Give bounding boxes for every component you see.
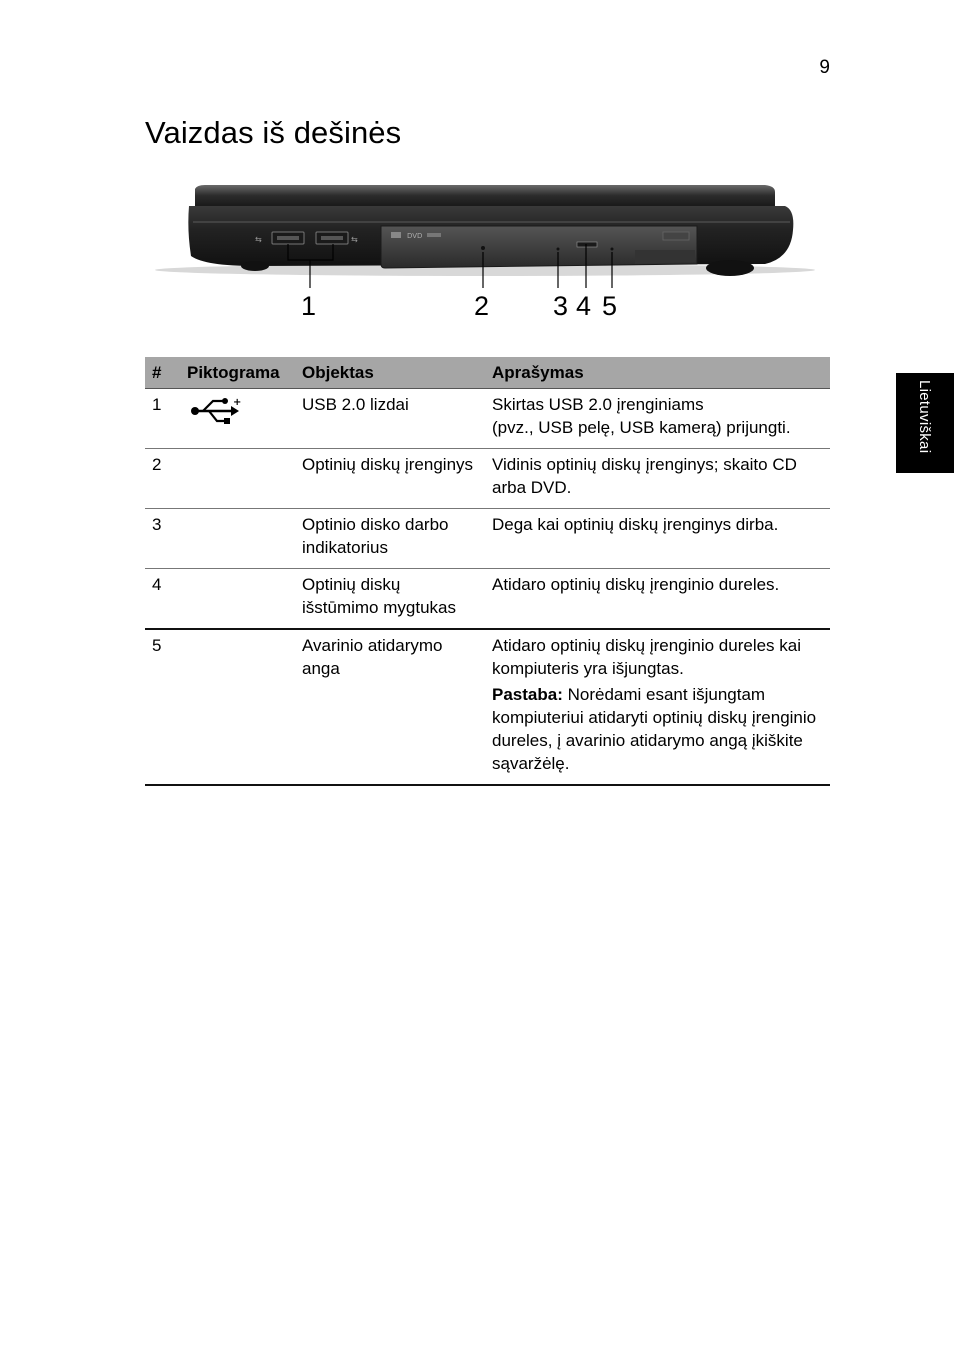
row-description: Vidinis optinių diskų įrenginys; skaito CD arba DVD. xyxy=(485,449,830,509)
callout-1: 1 xyxy=(301,291,317,321)
ports-table xyxy=(145,357,830,786)
table-row xyxy=(145,569,830,630)
callout-5: 5 xyxy=(602,291,618,321)
rear-foot xyxy=(706,260,754,276)
table-row xyxy=(145,629,830,785)
page-number: 9 xyxy=(819,57,830,78)
optical-drive xyxy=(381,226,697,268)
callout-3: 3 xyxy=(553,291,569,321)
table-row xyxy=(145,389,830,449)
svg-text:⇆: ⇆ xyxy=(351,235,358,244)
row-description xyxy=(485,389,830,449)
callout-4: 4 xyxy=(576,291,592,321)
laptop-lid xyxy=(195,185,775,206)
description-line: (pvz., USB pelę, USB kamerą) prijungti. xyxy=(492,418,791,437)
svg-text:+: + xyxy=(233,397,242,408)
table-row xyxy=(145,449,830,509)
language-side-tab xyxy=(896,373,954,473)
row-icon-cell xyxy=(180,509,295,569)
row-description: Atidaro optinių diskų įrenginio dureles. xyxy=(485,569,830,630)
row-number: 1 xyxy=(145,389,180,449)
header-number: # xyxy=(145,357,180,389)
row-object: Avarinio atidarymo anga xyxy=(295,629,485,785)
row-object: USB 2.0 lizdai xyxy=(295,389,485,449)
row-icon-cell xyxy=(180,569,295,630)
description-text: Atidaro optinių diskų įrenginio dureles kai kompiuteris yra išjungtas. xyxy=(492,636,802,678)
table-row xyxy=(145,509,830,569)
page-title: Vaizdas iš dešinės xyxy=(145,115,402,150)
header-description: Aprašymas xyxy=(485,357,830,389)
row-object: Optinio disko darbo indikatorius xyxy=(295,509,485,569)
row-icon-cell xyxy=(180,629,295,785)
front-foot xyxy=(241,261,269,271)
language-label: Lietuviškai xyxy=(916,380,933,454)
row-object: Optinių diskų išstūmimo mygtukas xyxy=(295,569,485,630)
callout-2: 2 xyxy=(474,291,490,321)
row-description: Dega kai optinių diskų įrenginys dirba. xyxy=(485,509,830,569)
row-number: 4 xyxy=(145,569,180,630)
row-number: 3 xyxy=(145,509,180,569)
table-header-row xyxy=(145,357,830,389)
row-number: 2 xyxy=(145,449,180,509)
note-paragraph xyxy=(492,683,822,775)
usb-icon xyxy=(187,395,243,429)
header-icon: Piktograma xyxy=(180,357,295,389)
svg-text:⇆: ⇆ xyxy=(255,235,262,244)
row-object: Optinių diskų įrenginys xyxy=(295,449,485,509)
header-object: Objektas xyxy=(295,357,485,389)
row-icon-cell xyxy=(180,449,295,509)
note-text: Norėdami esant išjungtam kompiuteriui atidaryti optinių diskų įrenginio dureles, į avarinio atidarymo angą įkiškite sąvaržėlę. xyxy=(492,685,817,773)
svg-text:DVD: DVD xyxy=(407,232,423,240)
row-description xyxy=(485,629,830,785)
row-number: 5 xyxy=(145,629,180,785)
description-line: Skirtas USB 2.0 įrenginiams xyxy=(492,395,704,414)
laptop-right-side-figure xyxy=(145,180,830,330)
row-icon-cell xyxy=(180,389,295,449)
note-label: Pastaba: xyxy=(492,685,563,704)
